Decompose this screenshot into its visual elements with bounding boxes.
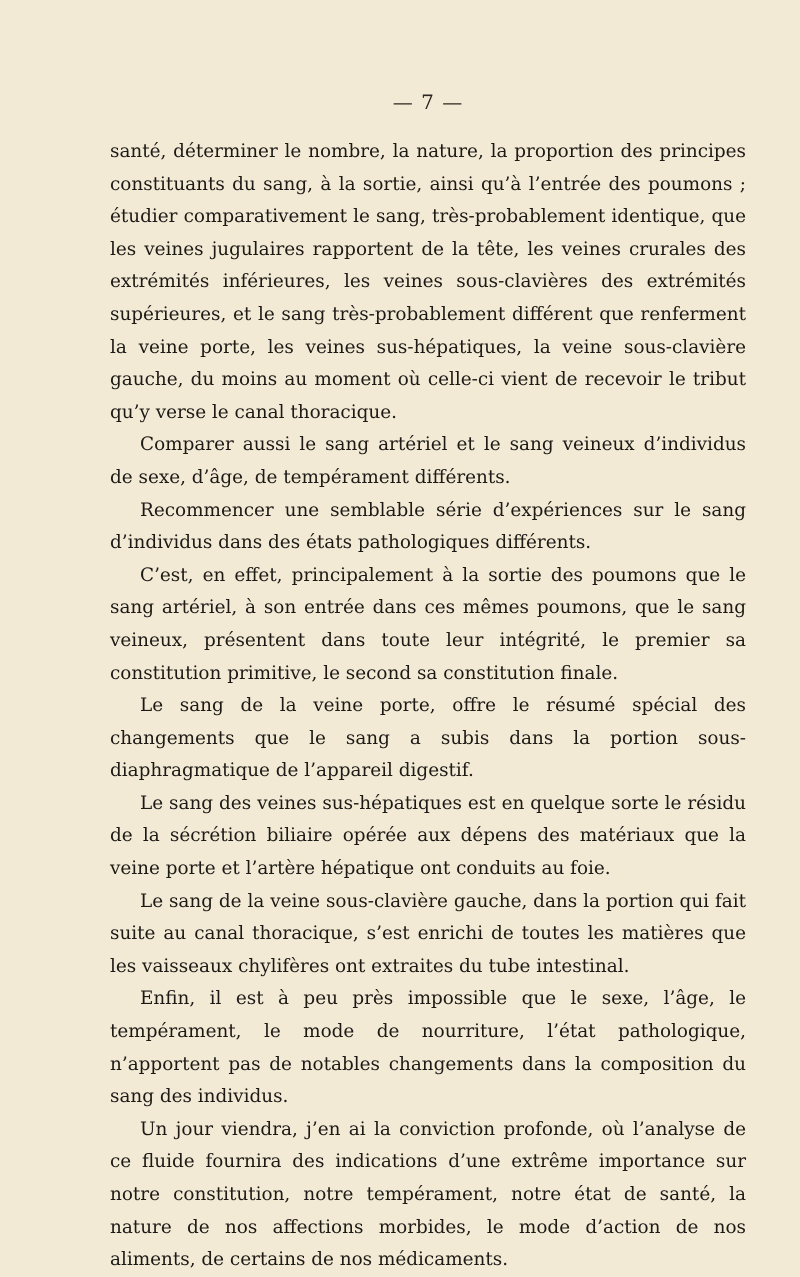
paragraph: C’est, en effet, principalement à la sortie des poumons que le sang artériel, à son entrée dans ces mêmes poumons, que le sang veineux, présentent dans toute leur intégrité, le premier sa constitution primitive, le second sa constitution finale. [110, 564, 746, 684]
body-text [110, 136, 746, 1277]
paragraph: Un jour viendra, j’en ai la conviction profonde, où l’analyse de ce fluide fournira des indications d’une extrême importance sur notre constitution, notre tempérament, notre état de santé, la nature de nos affections morbides, le mode d’action de nos aliments, de certains de nos médicaments. [110, 1118, 746, 1271]
page-number: — 7 — [392, 90, 464, 114]
paragraph: Comparer aussi le sang artériel et le sang veineux d’individus de sexe, d’âge, de tempérament différents. [110, 434, 746, 488]
paragraph: Le sang de la veine sous-clavière gauche, dans la portion qui fait suite au canal thoracique, s’est enrichi de toutes les matières que les vaisseaux chylifères ont extraites du tube intestinal. [110, 890, 746, 977]
paragraph: Enfin, il est à peu près impossible que le sexe, l’âge, le tempérament, le mode de nourriture, l’état pathologique, n’apportent pas de notables changements dans la composition du sang des individus. [110, 988, 746, 1108]
paragraph: Recommencer une semblable série d’expériences sur le sang d’individus dans des états pathologiques différents. [110, 499, 746, 554]
paragraph: Le sang de la veine porte, offre le résumé spécial des changements que le sang a subis dans la portion sous-diaphragmatique de l’appareil digestif. [110, 695, 746, 782]
paragraph-continued: santé, déterminer le nombre, la nature, la proportion des principes constituants du sang, à la sortie, ainsi qu’à l’entrée des poumons ; étudier comparativement le sang, très-probablement identique, que les veines jugulaires rapportent de la tête, les veines crurales des extrémités inférieures, les veines sous-clavières des extrémités supérieures, et le sang très-probablement différent que renferment la veine porte, les veines sus-hépatiques, la veine sous-clavière gauche, du moins au moment où celle-ci vient de recevoir le tribut qu’y verse le canal thoracique. [110, 141, 746, 423]
paragraph: Le sang des veines sus-hépatiques est en quelque sorte le résidu de la sécrétion biliaire opérée aux dépens des matériaux que la veine porte et l’artère hépatique ont conduits au foie. [110, 792, 746, 880]
